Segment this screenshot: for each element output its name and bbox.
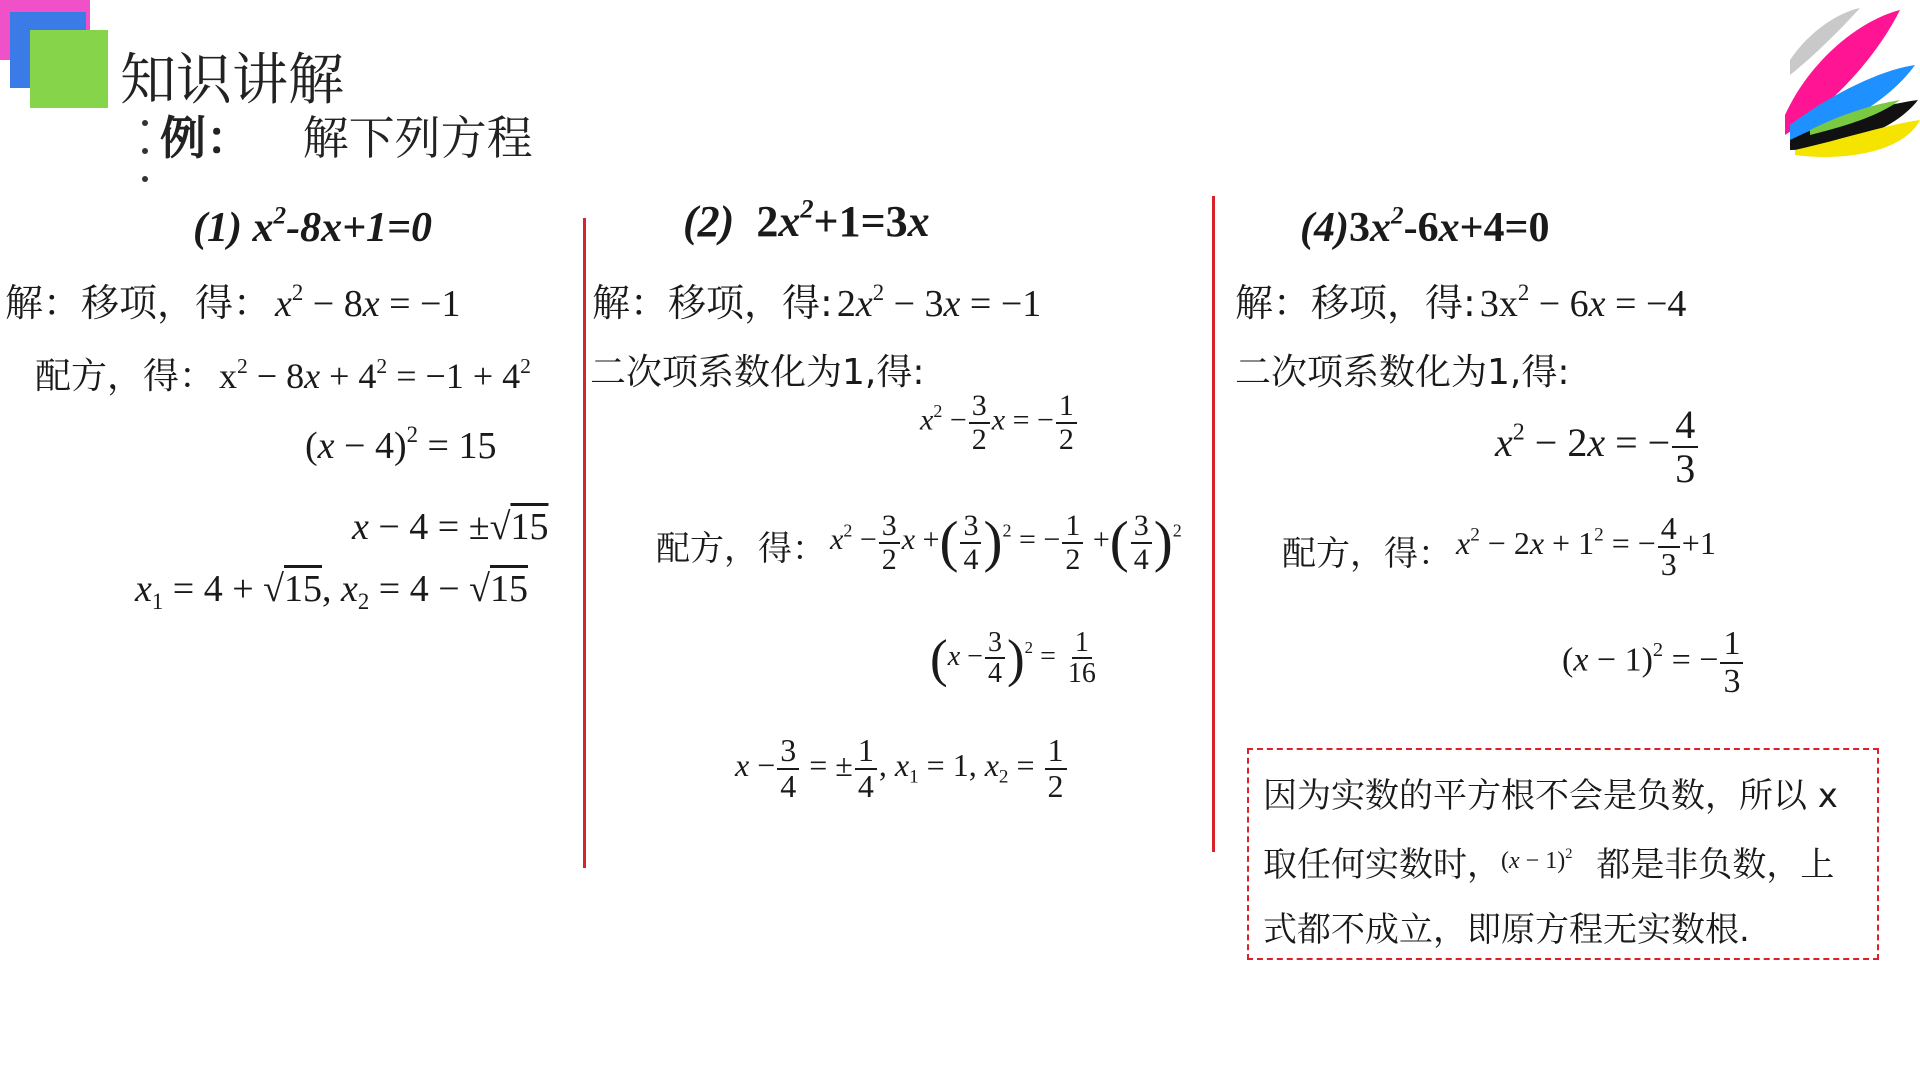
col1-l1-math: $x^2 - 8x = -1$ xyxy=(275,280,461,325)
col1-l1-label: 解：移项，得： xyxy=(5,281,272,325)
col2-line1 xyxy=(592,272,1041,327)
col2-l1-label: 解：移项，得: xyxy=(592,281,833,325)
note-box xyxy=(1247,748,1879,960)
note-line2-b: 都是非负数，上 xyxy=(1596,845,1835,885)
note-line3: 式都不成立，即原方程无实数根. xyxy=(1263,910,1750,950)
col1-l2-math: $x^2 - 8x + 4^2 = -1 + 4^2$ xyxy=(219,353,531,396)
col3-line4 xyxy=(1282,512,1716,581)
col3-l5-math: $(x - 1)^2$ = − $\frac{1}{3}$ xyxy=(1562,626,1745,699)
note-line2-math: (x − 1)2 xyxy=(1501,845,1573,874)
example-dots xyxy=(142,118,152,208)
col3-l1-label: 解：移项，得: xyxy=(1235,281,1476,325)
example-text: 解下列方程 xyxy=(302,111,533,165)
note-line2-a: 取任何实数时， xyxy=(1263,845,1501,885)
col1-line1 xyxy=(5,272,460,327)
col2-line4 xyxy=(656,510,1182,575)
example-line xyxy=(160,102,533,168)
problem-2-title: (2) $2x^2+1=3x$ xyxy=(683,193,930,246)
col2-l6-math: x − $\frac{3}{4}$ = ± $\frac{1}{4}$ , $x_1 = 1$, $x_2$ = $\frac{1}{2}$ xyxy=(735,734,1069,803)
divider-left xyxy=(583,218,586,868)
col2-l1-math: $2x^2 - 3x = -1$ xyxy=(836,280,1042,325)
col3-l4-label: 配方，得： xyxy=(1282,533,1452,574)
col3-l2-label: 二次项系数化为1,得: xyxy=(1235,352,1570,393)
col3-l3-math: $x^2 - 2x$ = − $\frac{4}{3}$ xyxy=(1495,404,1700,490)
problem-4-title: $(4)3x^2-6x+4=0$ xyxy=(1300,202,1550,251)
col3-line1 xyxy=(1235,272,1686,327)
header-decoration xyxy=(0,0,120,120)
col2-l4-label: 配方，得： xyxy=(656,529,826,570)
col1-l4-math: x − 4 = ±√15 xyxy=(352,506,549,548)
green-square xyxy=(30,30,108,108)
colorful-brush-logo xyxy=(1770,0,1920,170)
col1-line2 xyxy=(35,348,531,399)
note-line1: 因为实数的平方根不会是负数，所以 x xyxy=(1263,776,1838,816)
col2-l3-math: $x^2$ − $\frac{3}{2}$ x = − $\frac{1}{2}$ xyxy=(920,390,1079,455)
col3-l4-math: $x^2 - 2x + 1^2$ = − $\frac{4}{3}$ +1 xyxy=(1456,510,1716,582)
col2-l5-math: (x − $\frac{3}{4}$ )$^2$ = $\frac{1}{16}$ xyxy=(930,627,1096,690)
col1-l2-label: 配方，得： xyxy=(35,356,216,397)
note-line2 xyxy=(1263,829,1865,898)
col1-l5-math: $x_1 = 4 + √15$, $x_2 = 4 - √15$ xyxy=(135,568,528,614)
problem-1-title: (1) $x^2-8x+1=0$ xyxy=(193,202,432,251)
col2-l2-label: 二次项系数化为1,得: xyxy=(590,352,925,393)
col3-l1-math: $3x^2 - 6x = -4$ xyxy=(1479,280,1687,325)
example-prefix: 例： xyxy=(160,111,252,165)
col1-l3-math: $(x - 4)^2 = 15$ xyxy=(305,422,497,467)
divider-right xyxy=(1212,196,1215,852)
col2-l4-math: $x^2$ − $\frac{3}{2}$ x +( $\frac{3}{4}$ )$^2$ = − $\frac{1}{2}$ +( $\frac{3}{4}$ )$^2$ xyxy=(830,509,1182,576)
page-title: 知识讲解 xyxy=(120,48,344,113)
